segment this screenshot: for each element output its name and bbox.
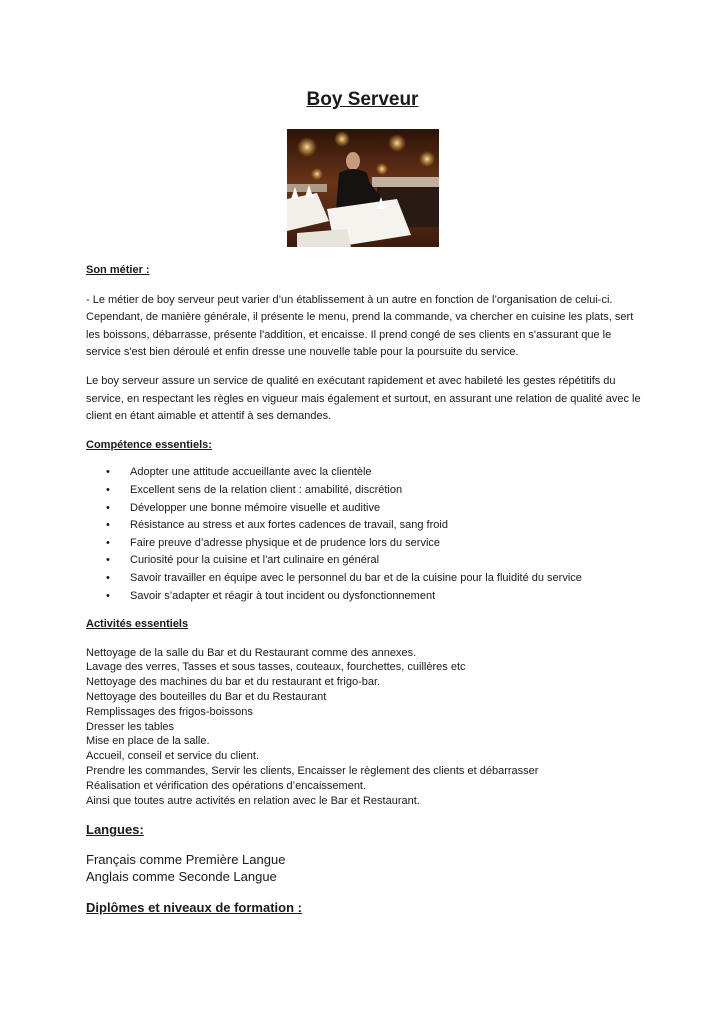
list-item: Mise en place de la salle. [86,735,210,748]
list-item: Lavage des verres, Tasses et sous tasses, couteaux, fourchettes, cuillères etc [86,661,466,674]
list-item-text: Curiosité pour la cuisine et l'art culinaire en général [130,554,380,567]
bullet-icon: • [106,554,110,567]
list-item-text: Excellent sens de la relation client : amabilité, discrétion [130,483,403,496]
bullet-icon: • [106,536,110,549]
list-item: Remplissages des frigos-boissons [86,705,253,718]
list-item: Nettoyage des bouteilles du Bar et du Restaurant [86,691,327,704]
list-item: Dresser les tables [86,720,175,733]
list-item: Ainsi que toutes autre activités en relation avec le Bar et Restaurant. [86,794,420,807]
competence-list [86,464,642,605]
list-item: Prendre les commandes, Servir les clients, Encaisser le règlement des clients et débarrasser [86,765,539,778]
list-item: Anglais comme Seconde Langue [86,869,277,885]
bullet-icon: • [106,483,110,496]
list-item [86,517,642,535]
langues-list [86,851,642,885]
section-heading-langues: Langues: [86,822,144,838]
list-item-text: Résistance au stress et aux fortes cadences de travail, sang froid [130,519,448,532]
list-item: Accueil, conseil et service du client. [86,750,260,763]
waiter-restaurant-photo [287,129,439,247]
list-item [86,570,642,588]
list-item-text: Développer une bonne mémoire visuelle et auditive [130,501,381,514]
activites-list [86,646,642,809]
section-heading-competence: Compétence essentiels: [86,438,212,451]
list-item [86,500,642,518]
list-item-text: Savoir s’adapter et réagir à tout incident ou dysfonctionnement [130,589,436,602]
list-item-text: Faire preuve d’adresse physique et de prudence lors du service [130,536,441,549]
list-item: Français comme Première Langue [86,852,286,868]
bullet-icon: • [106,501,110,514]
list-item: Nettoyage des machines du bar et du restaurant et frigo-bar. [86,676,381,689]
list-item-text: Adopter une attitude accueillante avec la clientèle [130,466,372,479]
list-item [86,552,642,570]
section-heading-diplomes: Diplômes et niveaux de formation : [86,900,302,916]
list-item: Réalisation et vérification des opérations d’encaissement. [86,779,367,792]
section-heading-metier: Son métier : [86,264,150,276]
list-item [86,535,642,553]
bullet-icon: • [106,466,110,479]
section-heading-activites: Activités essentiels [86,618,189,631]
metier-paragraph-1: - Le métier de boy serveur peut varier d’un établissement à un autre en fonction de l’organisation de celui-ci. Cependant, de manière générale, il présente le menu, prend la commande, va chercher en cuisine les plats, sert les boissons, débarrasse, présente l'addition, et encaisse. Il prend congé de ses clients en s'assurant que le service s'est bien déroulé et enfin dresse une nouvelle table pour la poursuite du service. [86,293,634,359]
metier-paragraph-2: Le boy serveur assure un service de qualité en exécutant rapidement et avec habileté les gestes répétitifs du service, en respectant les règles en vigueur mais également et surtout, en assurant une relation de qualité avec le client en étant aimable et attentif à ses demandes. [86,374,641,423]
list-item: Nettoyage de la salle du Bar et du Restaurant comme des annexes. [86,646,417,659]
list-item [86,482,642,500]
list-item-text: Savoir travailler en équipe avec le personnel du bar et de la cuisine pour la fluidité du service [130,571,582,584]
bullet-icon: • [106,571,110,584]
document-title: Boy Serveur [306,89,419,110]
bullet-icon: • [106,589,110,602]
bullet-icon: • [106,519,110,532]
list-item [86,464,642,482]
list-item [86,588,642,606]
document-body [86,262,642,917]
